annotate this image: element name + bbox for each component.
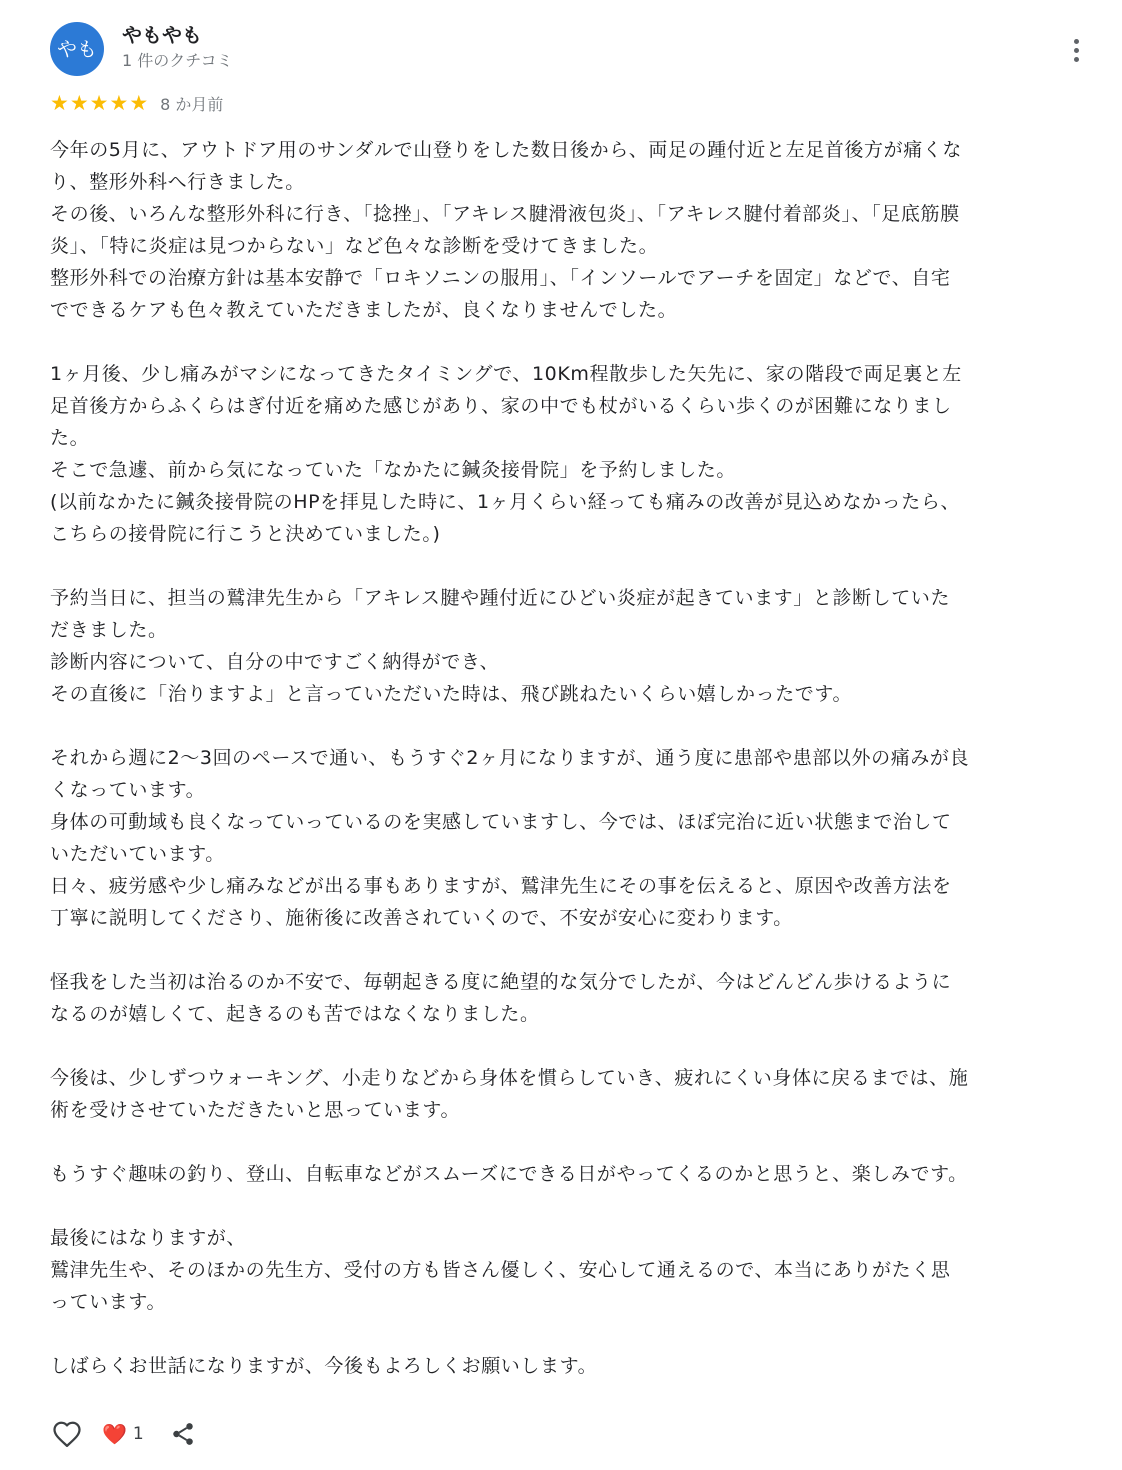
review-line: 診断内容について、自分の中ですごく納得ができ、 <box>50 651 500 673</box>
red-heart-icon: ❤️ <box>102 1422 127 1446</box>
review-line: っています。 <box>50 1291 167 1313</box>
review-line: いただいています。 <box>50 843 225 865</box>
reaction-count: 1 <box>132 1424 144 1444</box>
star-icon: ★ <box>109 91 129 115</box>
review-header <box>50 22 1100 78</box>
review-line: そこで急遽、前から気になっていた「なかたに鍼灸接骨院」を予約しました。 <box>50 459 737 481</box>
review-line: 術を受けさせていただきたいと思っています。 <box>50 1099 461 1121</box>
review-line: た。 <box>50 427 90 449</box>
review-line: 最後にはなりますが、 <box>50 1227 247 1249</box>
review-time: 8 か月前 <box>160 94 224 114</box>
review-paragraph <box>50 1062 1100 1126</box>
review-line: 丁寧に説明してくださり、施術後に改善されていくので、不安が安心に変わります。 <box>50 907 793 929</box>
review-line: しばらくお世話になりますが、今後もよろしくお願いします。 <box>50 1355 598 1377</box>
review-line: 今後は、少しずつウォーキング、小走りなどから身体を慣らしていき、疲れにくい身体に戻るまでは、施 <box>50 1067 969 1089</box>
review-line: 炎」、「特に炎症は見つからない」など色々な診断を受けてきました。 <box>50 235 659 257</box>
review-line: もうすぐ趣味の釣り、登山、自転車などがスムーズにできる日がやってくるのかと思うと、楽しみです。 <box>50 1163 968 1185</box>
review-count: 1 件のクチコミ <box>122 51 233 70</box>
star-icon: ★ <box>129 91 149 115</box>
review-text <box>50 134 1100 1414</box>
review-line: 予約当日に、担当の鷲津先生から「アキレス腱や踵付近にひどい炎症が起きています」と診断していた <box>50 587 951 609</box>
author-name[interactable]: やもやも <box>122 23 202 47</box>
review-line: その後、いろんな整形外科に行き、「捻挫」、「アキレス腱滑液包炎」、「アキレス腱付着部炎」、「足底筋膜 <box>50 203 960 225</box>
more-vert-icon-dot <box>1074 57 1079 62</box>
review-line: (以前なかたに鍼灸接骨院のHPを拝見した時に、1ヶ月くらい経っても痛みの改善が見込めなかったら、 <box>50 491 961 513</box>
more-vert-icon <box>1074 39 1079 44</box>
review-line: 身体の可動域も良くなっていっているのを実感していますし、今では、ほぼ完治に近い状態まで治して <box>50 811 952 833</box>
review-line: だきました。 <box>50 619 168 641</box>
review-line: り、整形外科へ行きました。 <box>50 171 305 193</box>
star-icon: ★ <box>50 91 69 115</box>
review-paragraph <box>50 966 1100 1030</box>
more-options-button[interactable] <box>1058 32 1094 68</box>
review-line: 今年の5月に、アウトドア用のサンダルで山登りをした数日後から、両足の踵付近と左足首後方が痛くな <box>50 139 963 161</box>
review-paragraph <box>50 1222 1100 1318</box>
star-icon: ★ <box>69 91 89 115</box>
rating-row <box>50 91 223 115</box>
avatar[interactable]: やも <box>50 22 104 76</box>
like-button[interactable] <box>50 1417 84 1451</box>
review-line: なるのが嬉しくて、起きるのも苦ではなくなりました。 <box>50 1003 540 1025</box>
star-rating <box>50 92 148 114</box>
heart-outline-icon <box>52 1420 82 1448</box>
review-actions <box>50 1414 198 1454</box>
share-button[interactable] <box>168 1419 198 1449</box>
review-paragraph <box>50 1350 1100 1382</box>
reaction-button[interactable] <box>102 1423 144 1445</box>
review-paragraph <box>50 134 1100 326</box>
review-line: その直後に「治りますよ」と言っていただいた時は、飛び跳ねたいくらい嬉しかったです。 <box>50 683 853 705</box>
review-line: 鷲津先生や、そのほかの先生方、受付の方も皆さん優しく、安心して通えるので、本当にありがたく思 <box>50 1259 951 1281</box>
share-icon <box>170 1421 196 1447</box>
review-line: 1ヶ月後、少し痛みがマシになってきたタイミングで、10Km程散歩した矢先に、家の階段で両足裏と左 <box>50 363 962 385</box>
review-line: 足首後方からふくらはぎ付近を痛めた感じがあり、家の中でも杖がいるくらい歩くのが困難になりまし <box>50 395 952 417</box>
review-paragraph <box>50 358 1100 550</box>
more-vert-icon-dot <box>1074 48 1079 53</box>
review-line: 整形外科での治療方針は基本安静で「ロキソニンの服用」、「インソールでアーチを固定」などで、自宅 <box>50 267 951 289</box>
review-paragraph <box>50 582 1100 710</box>
review-line: 怪我をした当初は治るのか不安で、毎朝起きる度に絶望的な気分でしたが、今はどんどん歩けるように <box>50 971 952 993</box>
star-icon: ★ <box>89 91 109 115</box>
review-line: でできるケアも色々教えていただきましたが、良くなりませんでした。 <box>50 299 678 321</box>
review-paragraph <box>50 742 1100 934</box>
review-line: くなっています。 <box>50 779 206 801</box>
review-line: 日々、疲労感や少し痛みなどが出る事もありますが、鷲津先生にその事を伝えると、原因や改善方法を <box>50 875 952 897</box>
review-line: それから週に2〜3回のペースで通い、もうすぐ2ヶ月になりますが、通う度に患部や患部以外の痛みが良 <box>50 747 970 769</box>
review-line: こちらの接骨院に行こうと決めていました。) <box>50 523 441 545</box>
review-paragraph <box>50 1158 1100 1190</box>
